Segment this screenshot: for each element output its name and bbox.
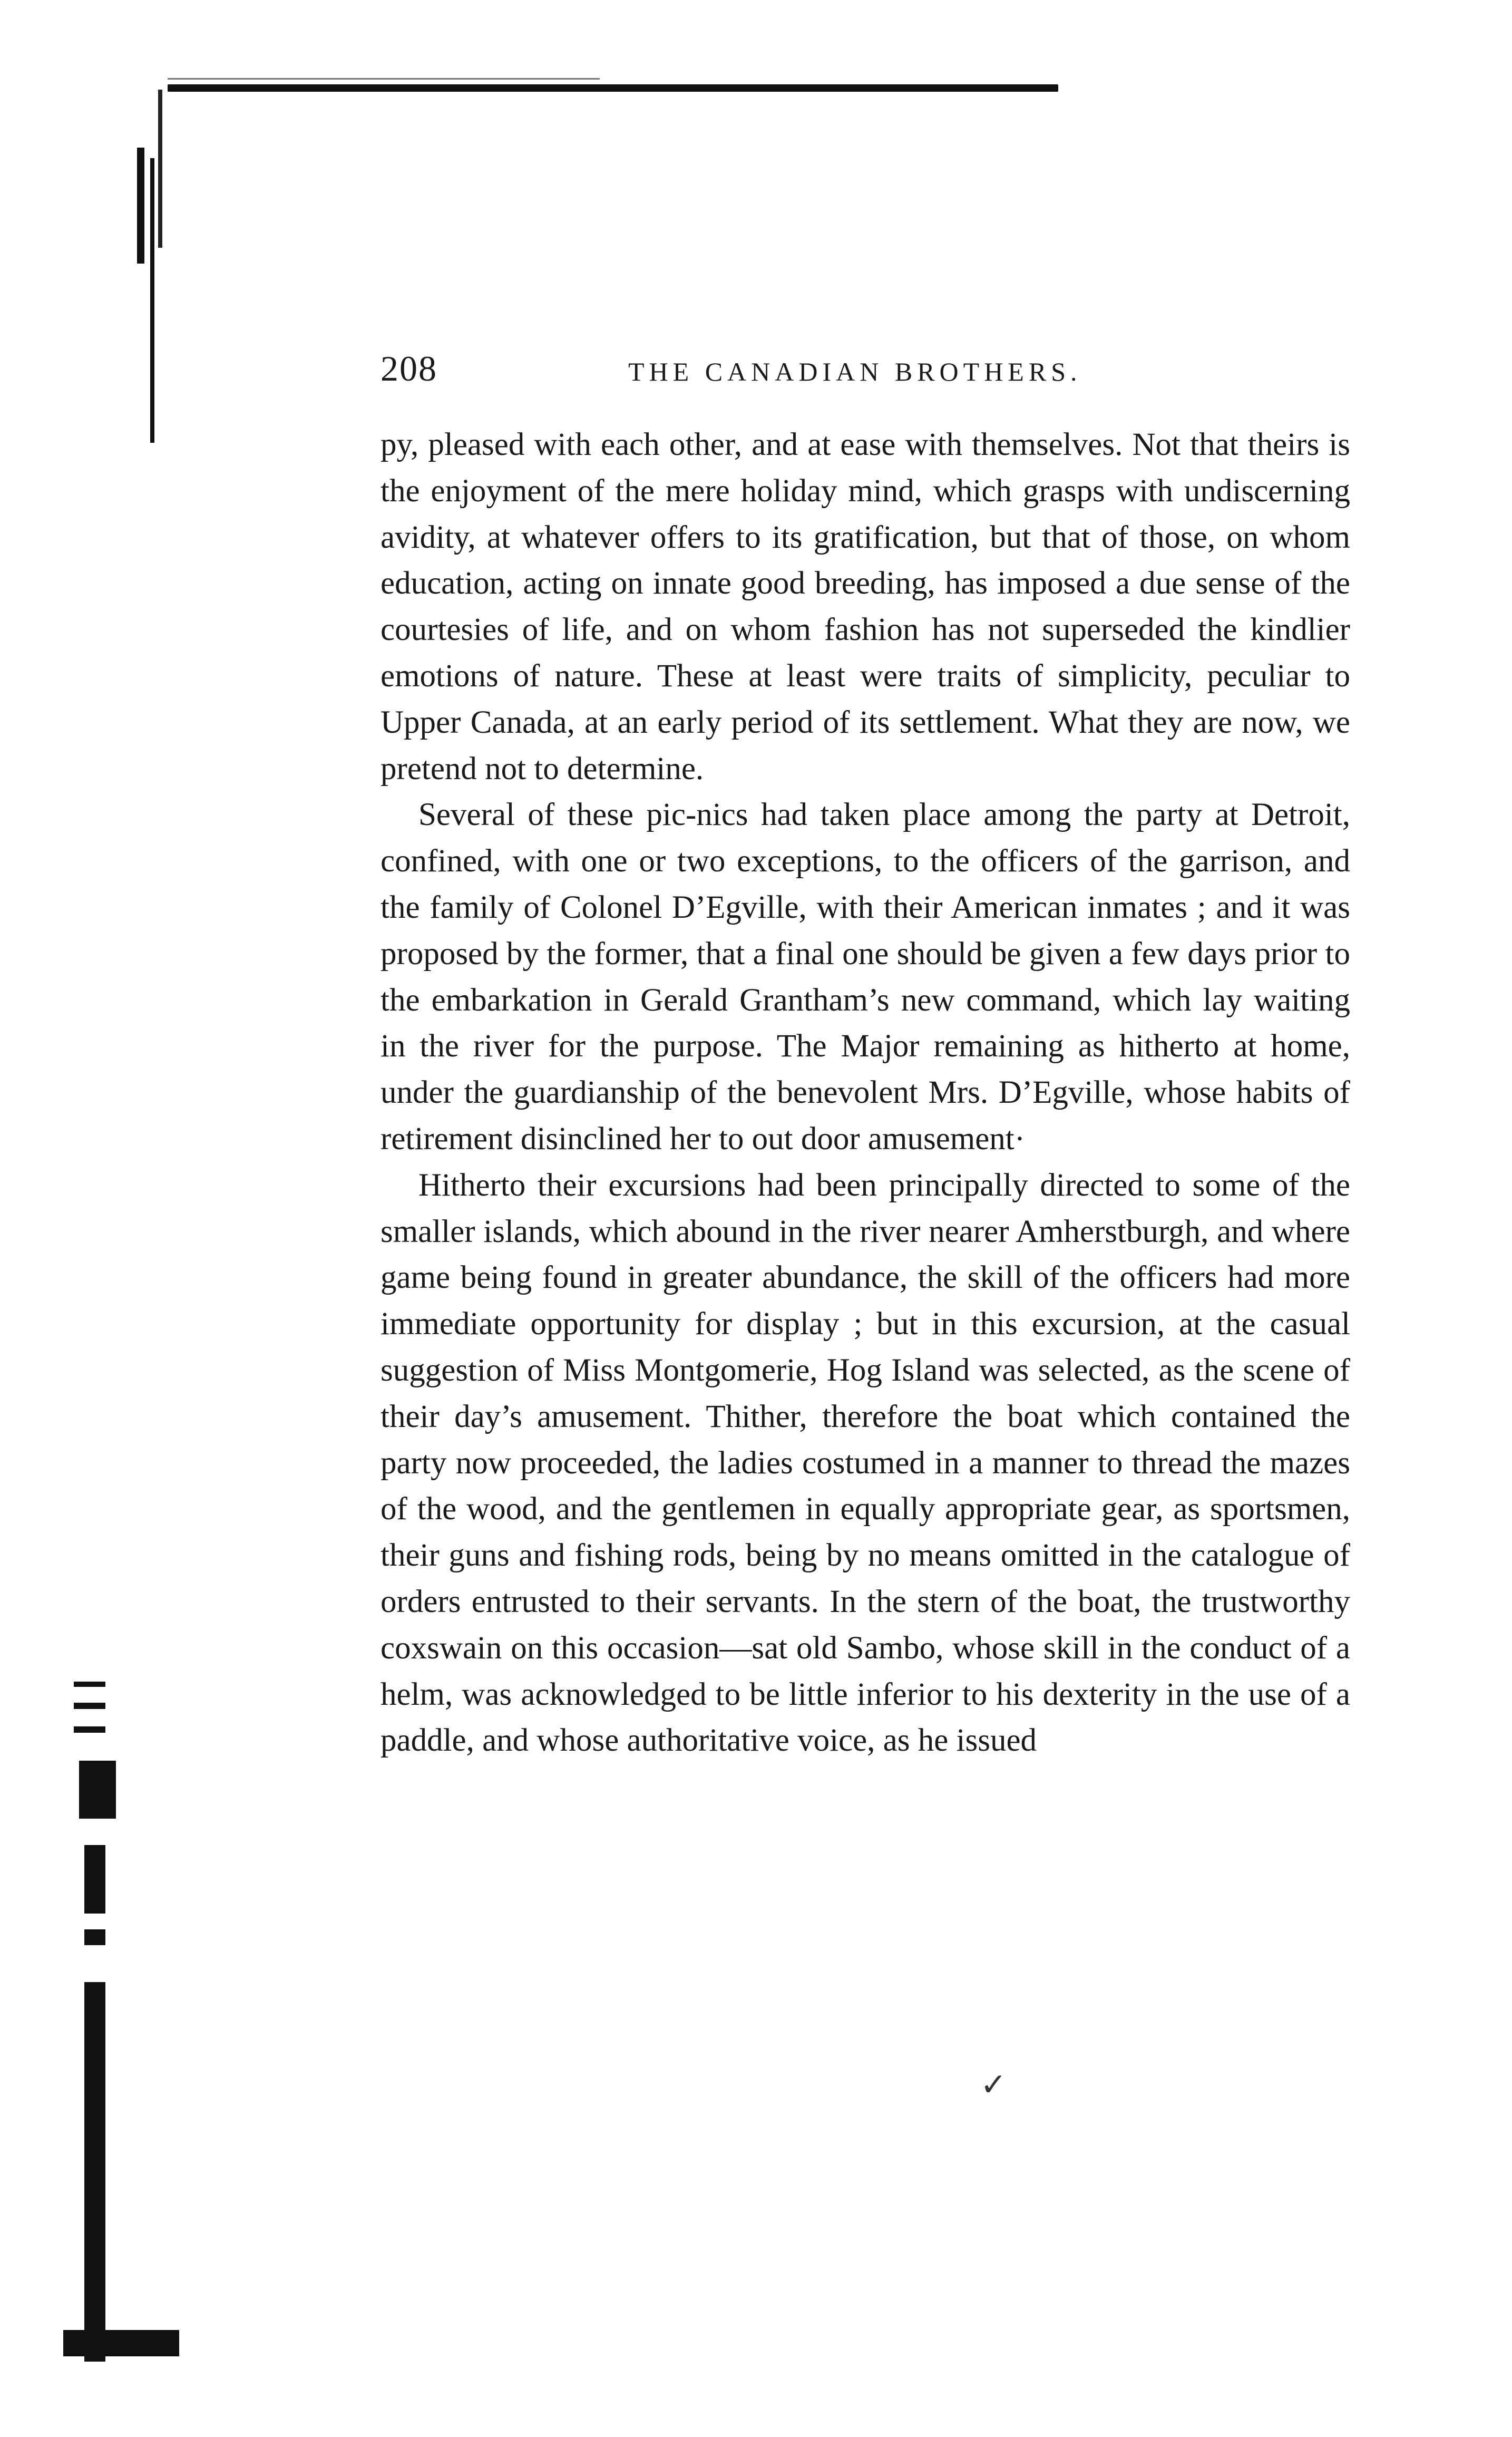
binding-mark [84,1845,105,1914]
binding-mark [74,1703,105,1709]
binding-mark [63,2330,179,2356]
running-head: THE CANADIAN BROTHERS. [628,357,1082,386]
binding-mark [74,1682,105,1687]
binding-mark [150,158,154,443]
stray-mark: ✓ [980,2067,1007,2102]
binding-mark [137,148,144,264]
paragraph: Hitherto their excursions had been principally directed to some of the smaller islands, which abound in the river nearer Amherstburgh, and where game being found in greater abundance, the skill of the officers had more immediate opportunity for display ; but in this excursion, at the casual suggestion of Miss Montgomerie, Hog Island was selected, as the scene of their day’s amusement. Thither, therefore the boat which contained the party now proceeded, the ladies costumed in a manner to thread the mazes of the wood, and the gentlemen in equally appropriate gear, as sportsmen, their guns and fishing rods, being by no means omitted in the catalogue of orders entrusted to their servants. In the stern of the boat, the trustworthy coxswain on this occasion—sat old Sambo, whose skill in the conduct of a helm, was acknowledged to be little inferior to his dexterity in the use of a paddle, and whose authoritative voice, as he issued [381,1167,1350,1759]
paragraph: py, pleased with each other, and at ease with themselves. Not that theirs is the enjoyment of the mere holiday mind, which grasps with undiscerning avidity, at whatever offers to its gratification, but that of those, on whom education, acting on innate good breeding, has imposed a due sense of the courtesies of life, and on whom fashion has not superseded the kindlier emotions of nature. These at least were traits of simplicity, peculiar to Upper Canada, at an early period of its settlement. What they are now, we pretend not to determine. [381,427,1350,787]
binding-mark [84,1982,105,2362]
paragraph: Several of these pic-nics had taken place among the party at Detroit, confined, with one or two exceptions, to the officers of the garrison, and the family of Colonel D’Egville, with their American inmates ; and it was proposed by the former, that a final one should be given a few days prior to the embarkation in Gerald Grantham’s new command, which lay waiting in the river for the purpose. The Major remaining as hitherto at home, under the guardianship of the benevolent Mrs. D’Egville, whose habits of retirement disinclined her to out door amusement· [381,797,1350,1157]
left-margin-rule [158,90,162,248]
binding-mark [79,1761,116,1819]
top-rule-thin [168,78,600,80]
page-number: 208 [381,348,437,389]
top-rule [168,84,1058,92]
body-text [381,422,1350,1764]
binding-mark [84,1929,105,1945]
binding-mark [74,1726,105,1733]
page-header [381,337,1366,395]
